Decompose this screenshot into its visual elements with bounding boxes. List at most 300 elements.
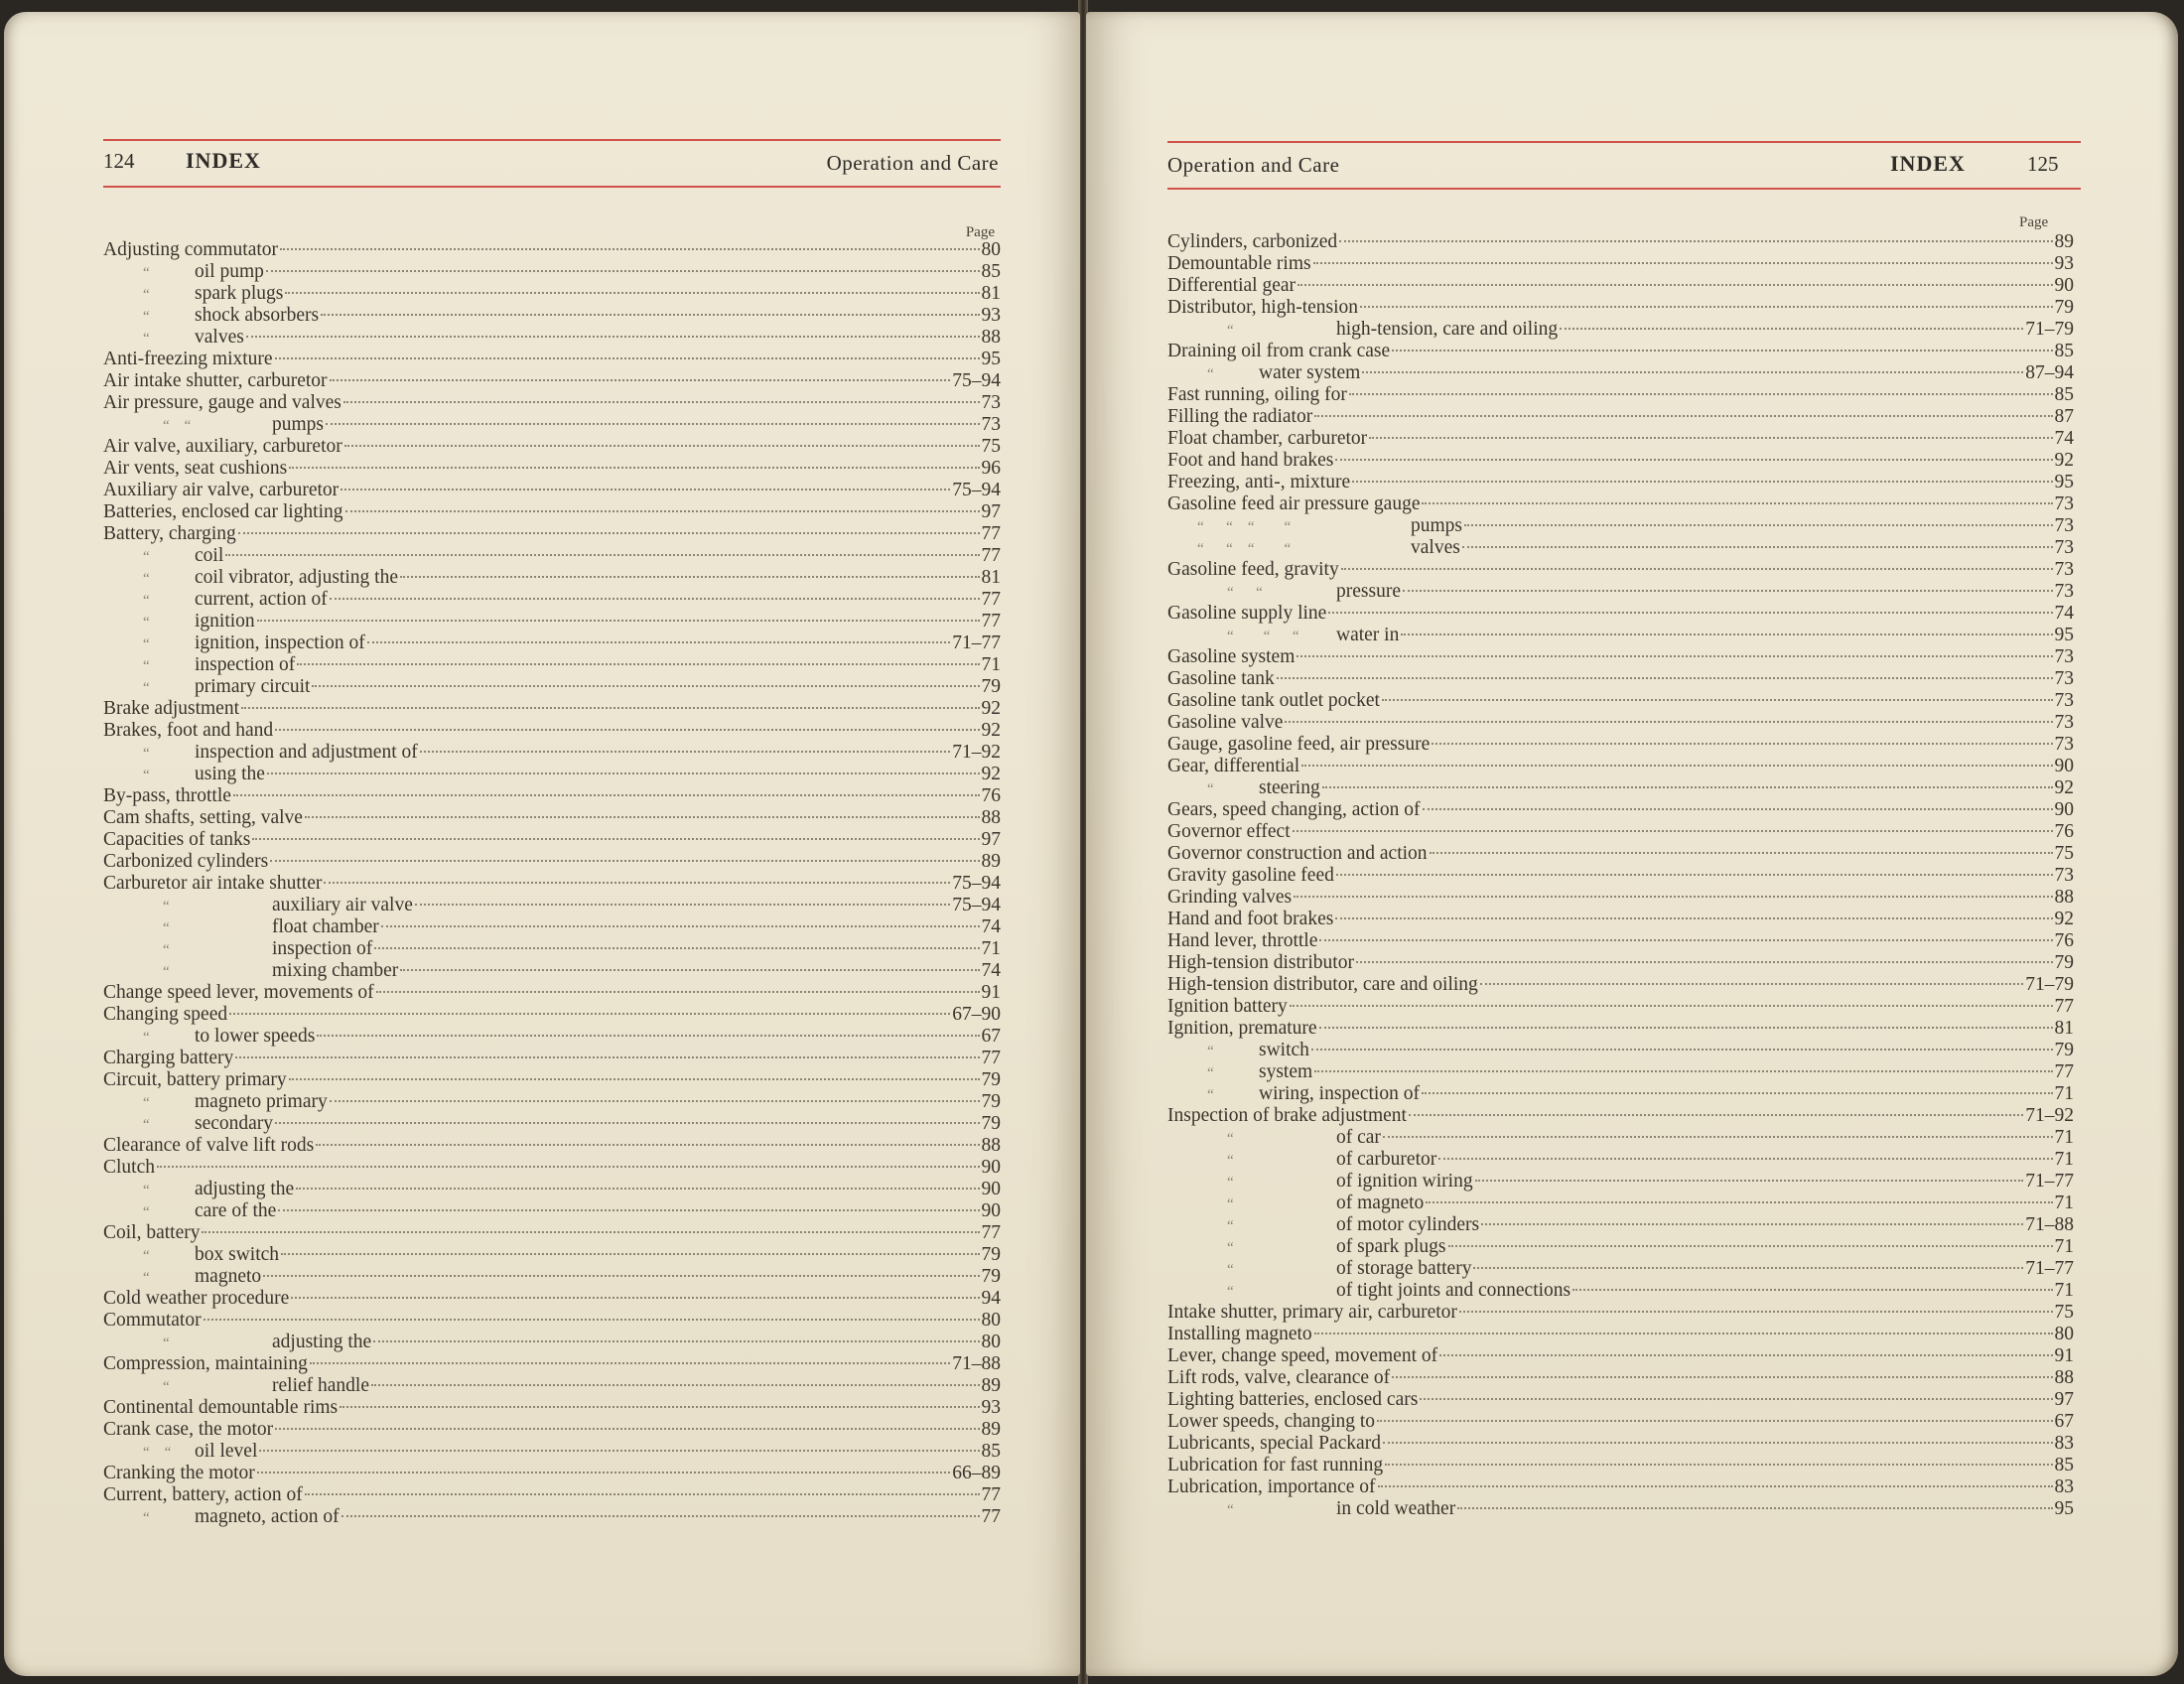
index-page-ref: 71–77	[2025, 1258, 2074, 1279]
dot-leader	[400, 969, 979, 971]
dot-leader	[1439, 1354, 2052, 1356]
dot-leader	[1314, 1070, 2052, 1072]
index-term: Air pressure, gauge and valves	[103, 392, 341, 413]
dot-leader	[1457, 1507, 2052, 1509]
index-entry	[103, 327, 1001, 349]
dot-leader	[343, 401, 980, 403]
right-page	[1086, 12, 2178, 1676]
dot-leader	[1336, 874, 2053, 876]
index-term: in cold weather	[1336, 1498, 1456, 1519]
index-page-ref: 92	[981, 764, 1001, 784]
ditto-mark: “ “ “ “	[1197, 519, 1292, 535]
index-page-ref: 71–79	[2025, 319, 2074, 340]
index-list	[103, 239, 1001, 1528]
ditto-mark: “	[1207, 366, 1214, 382]
ditto-mark: “	[143, 287, 150, 303]
dot-leader	[316, 1144, 979, 1146]
index-term: Float chamber, carburetor	[1167, 428, 1368, 449]
index-term: Foot and hand brakes	[1167, 450, 1334, 471]
index-term: Lever, change speed, movement of	[1167, 1345, 1438, 1366]
index-page-ref: 75–94	[952, 370, 1001, 391]
index-term: Change speed lever, movements of	[103, 982, 374, 1003]
index-term: inspection of	[272, 938, 373, 959]
index-page-ref: 85	[981, 261, 1001, 282]
index-page-ref: 77	[2054, 1061, 2074, 1082]
ditto-mark: “	[1227, 1240, 1234, 1256]
index-entry	[1167, 1193, 2074, 1214]
dot-leader	[1356, 961, 2053, 963]
dot-leader	[1481, 1223, 2023, 1225]
index-entry	[103, 261, 1001, 283]
index-entry	[1167, 515, 2074, 537]
index-term: Grinding valves	[1167, 887, 1293, 908]
index-page-ref: 89	[981, 1419, 1001, 1440]
index-term: coil vibrator, adjusting the	[195, 567, 399, 588]
header-bottom-rule	[103, 186, 1001, 188]
index-entry	[103, 1069, 1001, 1091]
index-term: pumps	[272, 414, 325, 435]
index-entry	[1167, 646, 2074, 668]
index-term: Cold weather procedure	[103, 1288, 290, 1309]
index-page-ref: 71–77	[2025, 1171, 2074, 1192]
index-entry	[1167, 603, 2074, 625]
index-page-ref: 77	[2054, 996, 2074, 1017]
index-term: Gasoline supply line	[1167, 603, 1327, 624]
index-page-ref: 97	[2054, 1389, 2074, 1410]
index-entry	[103, 480, 1001, 501]
index-term: to lower speeds	[195, 1026, 316, 1047]
index-entry	[1167, 756, 2074, 777]
page-column-head: Page	[965, 224, 995, 240]
index-page-ref: 73	[2054, 668, 2074, 689]
index-page-ref: 73	[2054, 865, 2074, 886]
dot-leader	[1319, 939, 2052, 941]
dot-leader	[1313, 262, 2053, 264]
index-entry	[103, 1353, 1001, 1375]
dot-leader	[241, 707, 979, 709]
index-page-ref: 90	[981, 1179, 1001, 1199]
dot-leader	[312, 685, 979, 687]
index-page-ref: 77	[981, 545, 1001, 566]
ditto-mark: “	[143, 768, 150, 783]
index-term: Lubricants, special Packard	[1167, 1433, 1381, 1454]
dot-leader	[1432, 743, 2052, 745]
page-number: 125	[2027, 152, 2059, 176]
index-entry	[103, 1310, 1001, 1332]
index-entry	[103, 1091, 1001, 1113]
index-term: relief handle	[272, 1375, 369, 1396]
dot-leader	[371, 1384, 980, 1386]
index-entry	[1167, 1324, 2074, 1345]
index-page-ref: 67	[2054, 1411, 2074, 1432]
index-list	[1167, 231, 2074, 1520]
index-page-ref: 79	[981, 1244, 1001, 1265]
index-entry	[1167, 1127, 2074, 1149]
index-page-ref: 71–88	[2025, 1214, 2074, 1235]
index-entry	[1167, 1476, 2074, 1498]
index-term: valves	[1411, 537, 1460, 558]
index-page-ref: 71	[2054, 1127, 2074, 1148]
dot-leader	[1392, 1376, 2052, 1378]
index-term: shock absorbers	[195, 305, 320, 326]
index-term: Gasoline feed, gravity	[1167, 559, 1339, 580]
index-entry	[1167, 821, 2074, 843]
index-term: Lubrication, importance of	[1167, 1476, 1376, 1497]
ditto-mark: “	[1227, 1196, 1234, 1212]
ditto-mark: “	[143, 1204, 150, 1220]
dot-leader	[1473, 1267, 2023, 1269]
dot-leader	[1464, 524, 2052, 526]
index-entry	[1167, 1018, 2074, 1040]
index-entry	[103, 851, 1001, 873]
index-term: of spark plugs	[1336, 1236, 1446, 1257]
index-entry	[1167, 1280, 2074, 1302]
index-page-ref: 90	[2054, 799, 2074, 820]
dot-leader	[1335, 917, 2052, 919]
index-page-ref: 89	[981, 851, 1001, 872]
index-page-ref: 71–92	[952, 742, 1001, 763]
ditto-mark: “	[143, 1510, 150, 1526]
dot-leader	[1339, 240, 2052, 242]
index-entry	[103, 807, 1001, 829]
index-entry	[1167, 843, 2074, 865]
index-page-ref: 71–79	[2025, 974, 2074, 995]
ditto-mark: “	[1207, 781, 1214, 797]
index-page-ref: 87	[2054, 406, 2074, 427]
index-term: ignition	[195, 611, 255, 632]
index-entry	[1167, 1258, 2074, 1280]
dot-leader	[376, 991, 980, 993]
dot-leader	[374, 947, 979, 949]
dot-leader	[340, 1406, 979, 1408]
dot-leader	[1277, 677, 2053, 679]
dot-leader	[275, 729, 979, 731]
index-term: Draining oil from crank case	[1167, 341, 1391, 361]
ditto-mark: “	[143, 571, 150, 587]
index-entry	[1167, 384, 2074, 406]
index-entry	[1167, 887, 2074, 909]
index-term: Capacities of tanks	[103, 829, 251, 850]
index-term: Lubrication for fast running	[1167, 1455, 1384, 1475]
index-page-ref: 96	[981, 458, 1001, 479]
left-page	[4, 12, 1080, 1676]
index-term: Circuit, battery primary	[103, 1069, 287, 1090]
index-page-ref: 95	[2054, 472, 2074, 492]
index-entry	[103, 1484, 1001, 1506]
dot-leader	[1352, 481, 2052, 483]
index-term: Auxiliary air valve, carburetor	[103, 480, 340, 500]
dot-leader	[330, 1100, 980, 1102]
index-page-ref: 90	[2054, 756, 2074, 776]
index-page-ref: 74	[981, 916, 1001, 937]
index-entry	[1167, 450, 2074, 472]
index-term: Carbonized cylinders	[103, 851, 269, 872]
dot-leader	[1377, 1420, 2052, 1422]
index-entry	[103, 567, 1001, 589]
index-page-ref: 79	[2054, 297, 2074, 318]
index-term: Charging battery	[103, 1048, 234, 1068]
ditto-mark: “	[143, 1030, 150, 1046]
index-entry	[103, 1266, 1001, 1288]
index-page-ref: 95	[2054, 625, 2074, 645]
dot-leader	[1382, 699, 2053, 701]
ditto-mark: “	[163, 920, 170, 936]
index-page-ref: 75	[2054, 1302, 2074, 1323]
index-page-ref: 76	[2054, 821, 2074, 842]
index-term: switch	[1259, 1040, 1309, 1060]
index-term: Inspection of brake adjustment	[1167, 1105, 1407, 1126]
index-term: Air valve, auxiliary, carburetor	[103, 436, 342, 457]
dot-leader	[252, 838, 979, 840]
index-page-ref: 74	[2054, 428, 2074, 449]
dot-leader	[1362, 371, 2023, 373]
dot-leader	[1438, 1158, 2052, 1160]
index-entry	[103, 436, 1001, 458]
dot-leader	[341, 1515, 980, 1517]
index-entry	[1167, 952, 2074, 974]
ditto-mark: “	[1227, 1218, 1234, 1234]
index-term: current, action of	[195, 589, 328, 610]
dot-leader	[275, 1428, 979, 1430]
ditto-mark: “	[1227, 1175, 1234, 1191]
dot-leader	[263, 1275, 979, 1277]
index-entry	[1167, 297, 2074, 319]
index-page-ref: 73	[2054, 537, 2074, 558]
index-entry	[103, 392, 1001, 414]
index-entry	[103, 1244, 1001, 1266]
dot-leader	[321, 314, 979, 316]
index-page-ref: 88	[981, 807, 1001, 828]
index-entry	[103, 589, 1001, 611]
index-page-ref: 79	[981, 676, 1001, 697]
index-page-ref: 88	[2054, 1367, 2074, 1388]
index-entry	[1167, 1061, 2074, 1083]
index-entry	[1167, 559, 2074, 581]
index-page-ref: 94	[981, 1288, 1001, 1309]
index-entry	[103, 742, 1001, 764]
index-entry	[1167, 1302, 2074, 1324]
dot-leader	[1426, 1201, 2052, 1203]
index-term: of carburetor	[1336, 1149, 1437, 1170]
ditto-mark: “	[143, 1117, 150, 1133]
ditto-mark: “	[143, 331, 150, 347]
index-page-ref: 79	[981, 1266, 1001, 1287]
ditto-mark: “ “ “ “	[1197, 541, 1292, 557]
index-term: Compression, maintaining	[103, 1353, 308, 1374]
dot-leader	[246, 336, 980, 338]
dot-leader	[305, 1493, 980, 1495]
ditto-mark: “ “	[163, 418, 192, 434]
index-term: Lift rods, valve, clearance of	[1167, 1367, 1391, 1388]
index-entry	[103, 1332, 1001, 1353]
index-term: Cranking the motor	[103, 1463, 255, 1483]
index-term: Gasoline feed air pressure gauge	[1167, 493, 1421, 514]
index-term: Fast running, oiling for	[1167, 384, 1347, 405]
dot-leader	[289, 467, 979, 469]
dot-leader	[1430, 852, 2053, 854]
dot-leader	[1383, 1136, 2053, 1138]
ditto-mark: “	[1227, 1284, 1234, 1300]
index-page-ref: 71	[2054, 1280, 2074, 1301]
index-page-ref: 73	[2054, 646, 2074, 667]
index-page-ref: 97	[981, 501, 1001, 522]
ditto-mark: “	[163, 899, 170, 914]
index-entry	[103, 982, 1001, 1004]
index-term: float chamber	[272, 916, 379, 937]
dot-leader	[285, 292, 979, 294]
dot-leader	[257, 620, 980, 622]
page-title: INDEX	[1890, 151, 1966, 176]
index-term: Gasoline tank	[1167, 668, 1275, 689]
index-term: of car	[1336, 1127, 1381, 1148]
index-page-ref: 92	[981, 720, 1001, 741]
ditto-mark: “	[143, 593, 150, 609]
index-term: of magneto	[1336, 1193, 1425, 1213]
index-page-ref: 73	[2054, 559, 2074, 580]
dot-leader	[229, 1013, 950, 1015]
ditto-mark: “	[163, 1379, 170, 1395]
dot-leader	[1392, 350, 2052, 351]
index-entry	[1167, 625, 2074, 646]
dot-leader	[317, 1035, 979, 1037]
index-page-ref: 73	[981, 392, 1001, 413]
ditto-mark: “	[143, 549, 150, 565]
dot-leader	[266, 270, 980, 272]
index-term: Brake adjustment	[103, 698, 240, 719]
dot-leader	[270, 860, 979, 862]
index-entry	[103, 1222, 1001, 1244]
index-term: Commutator	[103, 1310, 202, 1331]
index-page-ref: 85	[2054, 341, 2074, 361]
index-page-ref: 71	[2054, 1083, 2074, 1104]
index-term: using the	[195, 764, 265, 784]
dot-leader	[400, 576, 979, 578]
index-term: adjusting the	[272, 1332, 372, 1352]
index-term: Differential gear	[1167, 275, 1297, 296]
index-term: of ignition wiring	[1336, 1171, 1473, 1192]
index-page-ref: 71	[981, 654, 1001, 675]
index-page-ref: 77	[981, 1506, 1001, 1527]
index-page-ref: 79	[2054, 952, 2074, 973]
dot-leader	[280, 248, 979, 250]
index-page-ref: 77	[981, 1484, 1001, 1505]
ditto-mark: “ “ “	[1227, 629, 1299, 644]
index-entry	[1167, 1171, 2074, 1193]
index-page-ref: 73	[2054, 581, 2074, 602]
dot-leader	[1572, 1289, 2052, 1291]
dot-leader	[1297, 655, 2052, 657]
page-section: Operation and Care	[826, 151, 999, 175]
index-term: Governor effect	[1167, 821, 1291, 842]
index-entry	[103, 764, 1001, 785]
dot-leader	[238, 532, 980, 534]
index-term: Current, battery, action of	[103, 1484, 303, 1505]
index-term: Demountable rims	[1167, 253, 1311, 274]
index-entry	[103, 1419, 1001, 1441]
dot-leader	[1297, 284, 2052, 286]
index-term: coil	[195, 545, 224, 566]
index-entry	[103, 1200, 1001, 1222]
index-entry	[103, 960, 1001, 982]
index-entry	[1167, 1411, 2074, 1433]
index-page-ref: 79	[981, 1113, 1001, 1134]
ditto-mark: “	[1207, 1087, 1214, 1103]
index-term: Hand and foot brakes	[1167, 909, 1334, 929]
index-page-ref: 81	[2054, 1018, 2074, 1039]
index-page-ref: 80	[981, 1332, 1001, 1352]
index-entry	[1167, 734, 2074, 756]
index-page-ref: 77	[981, 589, 1001, 610]
index-entry	[1167, 1367, 2074, 1389]
index-page-ref: 67	[981, 1026, 1001, 1047]
dot-leader	[296, 1188, 979, 1190]
index-page-ref: 83	[2054, 1476, 2074, 1497]
dot-leader	[420, 751, 951, 753]
dot-leader	[1401, 633, 2052, 635]
index-entry	[103, 1113, 1001, 1135]
dot-leader	[1378, 1485, 2053, 1487]
index-entry	[103, 720, 1001, 742]
index-term: Air intake shutter, carburetor	[103, 370, 328, 391]
dot-leader	[367, 641, 951, 643]
index-term: steering	[1259, 777, 1320, 798]
index-entry	[1167, 996, 2074, 1018]
index-term: system	[1259, 1061, 1313, 1082]
index-entry	[103, 1463, 1001, 1484]
index-page-ref: 67–90	[952, 1004, 1001, 1025]
index-term: Gasoline tank outlet pocket	[1167, 690, 1380, 711]
index-page-ref: 80	[2054, 1324, 2074, 1344]
index-term: Gravity gasoline feed	[1167, 865, 1334, 886]
dot-leader	[1480, 983, 2023, 985]
index-term: Intake shutter, primary air, carburetor	[1167, 1302, 1457, 1323]
dot-leader	[257, 1472, 951, 1474]
index-page-ref: 85	[2054, 1455, 2074, 1475]
index-term: Cylinders, carbonized	[1167, 231, 1338, 252]
index-term: spark plugs	[195, 283, 284, 304]
index-entry	[1167, 581, 2074, 603]
index-term: Ignition, premature	[1167, 1018, 1317, 1039]
index-page-ref: 73	[981, 414, 1001, 435]
ditto-mark: “	[1207, 1044, 1214, 1059]
index-entry	[1167, 1083, 2074, 1105]
index-term: valves	[195, 327, 244, 348]
ditto-mark: “	[163, 964, 170, 980]
index-page-ref: 73	[2054, 515, 2074, 536]
index-page-ref: 93	[2054, 253, 2074, 274]
index-term: mixing chamber	[272, 960, 399, 981]
ditto-mark: “ “	[1227, 585, 1263, 601]
dot-leader	[157, 1166, 980, 1168]
dot-leader	[1385, 1464, 2052, 1466]
dot-leader	[1301, 765, 2052, 767]
index-entry	[103, 1506, 1001, 1528]
index-page-ref: 75	[981, 436, 1001, 457]
index-entry	[1167, 1149, 2074, 1171]
index-term: of motor cylinders	[1336, 1214, 1480, 1235]
index-page-ref: 71–92	[2025, 1105, 2074, 1126]
index-term: Clutch	[103, 1157, 155, 1178]
dot-leader	[310, 1362, 950, 1364]
index-term: water system	[1259, 362, 1361, 383]
dot-leader	[1349, 393, 2053, 395]
dot-leader	[324, 882, 950, 884]
index-page-ref: 83	[2054, 1433, 2074, 1454]
index-entry	[1167, 537, 2074, 559]
index-entry	[1167, 406, 2074, 428]
index-entry	[1167, 253, 2074, 275]
index-page-ref: 71–77	[952, 632, 1001, 653]
